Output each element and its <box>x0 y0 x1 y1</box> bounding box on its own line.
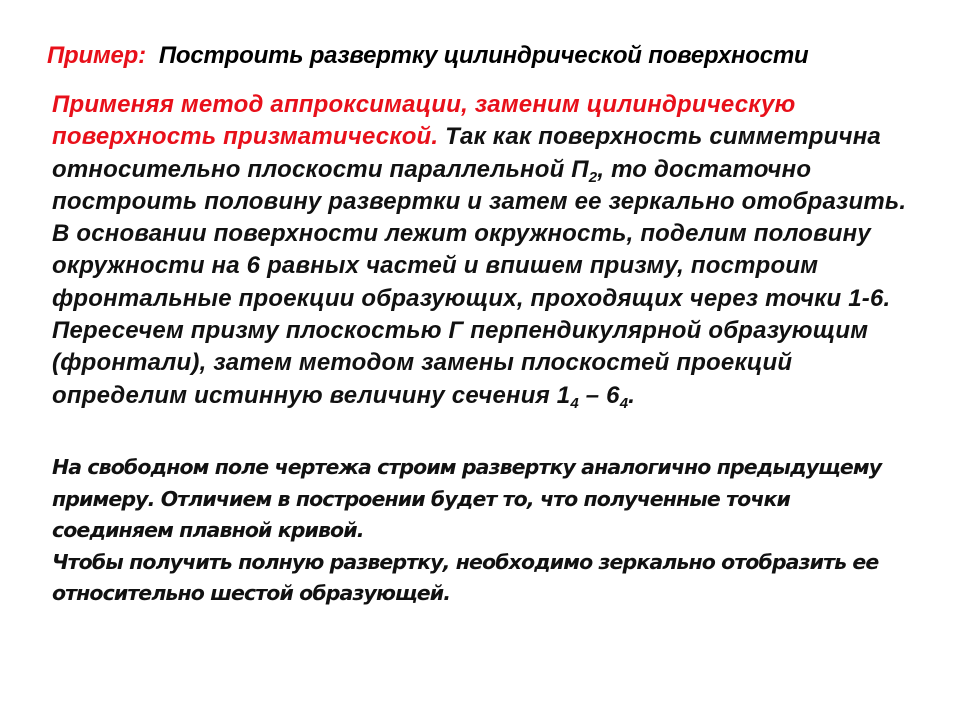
paragraph-text-d: . <box>628 381 636 409</box>
paragraph-text-b: , то достаточно построить половину развертки и затем ее зеркально отобразить. В основании поверхности лежит окружность, поделим половину окружности на 6 равных частей и впишем призму, построим фронтальные проекции образующих, проходящих через точки 1-6. Пересечем призму плоскостью Г перпендикулярной образующим (фронтали), затем методом замены плоскостей проекций определим истинную величину сечения 1 <box>52 155 907 409</box>
secondary-text <box>52 452 912 610</box>
subscript-plane: 2 <box>588 168 598 186</box>
subscript-start: 4 <box>570 394 579 412</box>
paragraph-text-c: – 6 <box>578 381 620 409</box>
main-paragraph <box>52 89 912 412</box>
title-text: Построить развертку цилиндрической поверхности <box>158 42 809 69</box>
paragraph-text-a: Так как поверхность симметрична относительно плоскости параллельной П <box>52 123 881 183</box>
title-label: Пример: <box>47 42 146 69</box>
subscript-end: 4 <box>619 394 629 412</box>
paragraph-mirror: Чтобы получить полную развертку, необходимо зеркально отобразить ее относительно шестой образующей. <box>52 549 879 605</box>
highlighted-sentence: Применяя метод аппроксимации, заменим цилиндрическую поверхность призматической. <box>52 91 796 151</box>
slide-title <box>47 42 947 70</box>
paragraph-development: На свободном поле чертежа строим развертку аналогично предыдущему примеру. Отличием в построении будет то, что полученные точки соединяем плавной кривой. <box>52 455 882 542</box>
